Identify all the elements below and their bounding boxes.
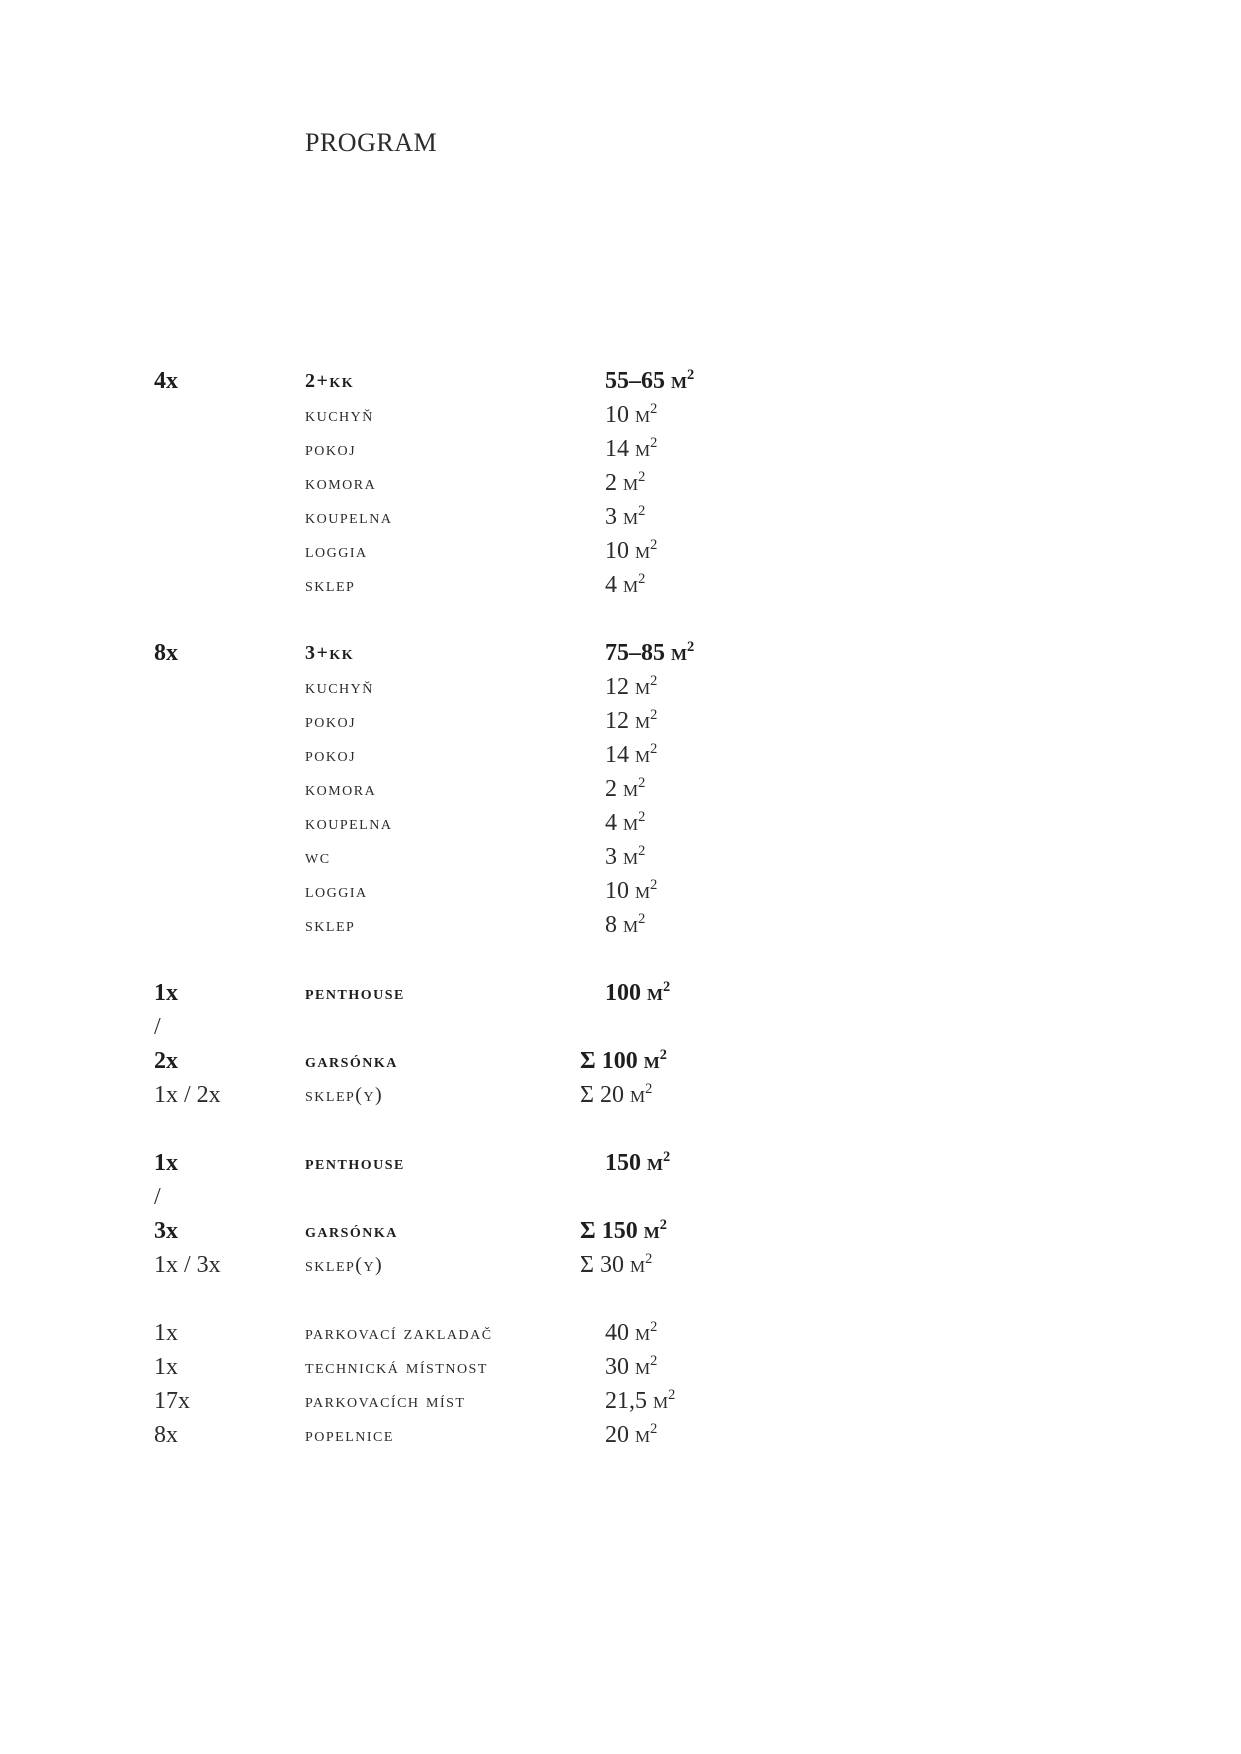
area-cell [605,398,657,432]
area-value: 3 [605,504,617,530]
area-exponent: 2 [663,979,671,995]
quantity-cell: 4x [154,368,178,394]
area-unit: m [635,708,651,734]
area-exponent: 2 [650,1353,658,1369]
room-name-cell: pokoj [305,744,357,766]
program-heading-row [0,1214,1241,1248]
area-unit: m [647,980,664,1006]
area-value: 21,5 [605,1388,647,1414]
room-name-cell: koupelna [305,506,393,528]
area-unit: m [623,470,639,496]
area-exponent: 2 [650,1319,658,1335]
area-value: 150 [601,1218,638,1244]
area-unit: m [635,1354,651,1380]
area-value: 3 [605,844,617,870]
area-unit: m [635,674,651,700]
program-row [0,806,1241,840]
area-cell [605,1418,657,1452]
area-value: 2 [605,470,617,496]
area-cell [605,466,645,500]
program-row [0,1180,1241,1214]
area-unit: m [635,878,651,904]
room-name-cell: wc [305,846,331,868]
quantity-cell: 8x [154,640,178,666]
area-exponent: 2 [650,673,658,689]
quantity-cell: 1x [154,980,178,1006]
area-cell [605,1316,657,1350]
room-name-cell: pokoj [305,710,357,732]
area-cell [605,840,645,874]
room-name-cell: loggia [305,880,368,902]
room-name-cell: sklep(y) [305,1084,384,1106]
area-exponent: 2 [645,1251,653,1267]
room-name-cell: komora [305,778,377,800]
area-unit: m [623,844,639,870]
area-exponent: 2 [650,877,658,893]
area-cell [605,738,657,772]
quantity-cell: / [154,1184,161,1210]
area-exponent: 2 [659,1217,667,1233]
area-unit: m [643,1048,660,1074]
program-row [0,1350,1241,1384]
area-value: 14 [605,742,629,768]
program-row [0,1384,1241,1418]
area-exponent: 2 [650,1421,658,1437]
area-cell [605,874,657,908]
area-cell [605,500,645,534]
program-row [0,398,1241,432]
area-cell [605,670,657,704]
area-value: 55–65 [605,368,665,394]
room-name-cell: parkovací zakladač [305,1322,493,1344]
room-name-cell: garsónka [305,1050,398,1072]
area-cell [580,1214,667,1248]
area-cell [605,1146,670,1180]
room-name-cell: technická místnost [305,1356,488,1378]
area-exponent: 2 [638,469,646,485]
area-cell [605,364,694,398]
area-value: 20 [599,1082,624,1108]
area-exponent: 2 [650,537,658,553]
area-unit: m [635,538,651,564]
program-row [0,670,1241,704]
area-value: 8 [605,912,617,938]
room-name-cell: kuchyň [305,676,374,698]
area-unit: m [629,1252,646,1278]
area-exponent: 2 [638,911,646,927]
area-cell [605,908,645,942]
area-cell [605,772,645,806]
program-row [0,1316,1241,1350]
area-value: 14 [605,436,629,462]
quantity-cell: 1x [154,1354,178,1380]
quantity-cell: 1x / 2x [154,1082,221,1108]
area-value: 100 [601,1048,638,1074]
program-heading-row [0,364,1241,398]
program-row [0,432,1241,466]
area-exponent: 2 [650,435,658,451]
room-name-cell: penthouse [305,1152,405,1174]
program-row [0,1078,1241,1112]
program-row [0,1418,1241,1452]
area-value: 10 [605,878,629,904]
area-value: 100 [605,980,641,1006]
room-name-cell: pokoj [305,438,357,460]
program-row [0,704,1241,738]
program-heading-row [0,1146,1241,1180]
area-unit: m [635,436,651,462]
area-exponent: 2 [638,503,646,519]
area-unit: m [643,1218,660,1244]
room-name-cell: sklep [305,574,356,596]
area-unit: m [653,1388,669,1414]
program-row [0,500,1241,534]
area-value: 20 [605,1422,629,1448]
area-exponent: 2 [668,1387,676,1403]
area-exponent: 2 [663,1149,671,1165]
program-row [0,738,1241,772]
room-name-cell: koupelna [305,812,393,834]
quantity-cell: 3x [154,1218,178,1244]
quantity-cell: 1x [154,1320,178,1346]
area-unit: m [635,1422,651,1448]
area-cell [605,432,657,466]
area-value: 12 [605,708,629,734]
quantity-cell: 8x [154,1422,178,1448]
area-value: 10 [605,402,629,428]
area-value: 75–85 [605,640,665,666]
area-unit: m [623,572,639,598]
program-row [0,466,1241,500]
area-cell [580,1078,652,1112]
room-name-cell: loggia [305,540,368,562]
area-cell [605,534,657,568]
area-exponent: 2 [659,1047,667,1063]
area-value: 150 [605,1150,641,1176]
room-name-cell: 2+kk [305,370,355,392]
program-row [0,1248,1241,1282]
area-cell [580,1044,667,1078]
area-exponent: 2 [638,843,646,859]
room-name-cell: parkovacích míst [305,1390,466,1412]
area-exponent: 2 [638,809,646,825]
area-cell [605,704,657,738]
area-unit: m [671,368,688,394]
area-cell [605,636,694,670]
area-cell [605,1384,675,1418]
area-cell [580,1248,652,1282]
room-name-cell: kuchyň [305,404,374,426]
area-unit: m [635,402,651,428]
program-row [0,1010,1241,1044]
quantity-cell: / [154,1014,161,1040]
area-value: 4 [605,810,617,836]
program-row [0,840,1241,874]
area-unit: m [623,776,639,802]
program-heading-row [0,1044,1241,1078]
page-title: PROGRAM [305,128,438,157]
area-unit: m [629,1082,646,1108]
area-value: 10 [605,538,629,564]
area-value: 12 [605,674,629,700]
sum-sign: Σ [580,1218,596,1244]
quantity-cell: 1x [154,1150,178,1176]
area-unit: m [623,810,639,836]
quantity-cell: 17x [154,1388,190,1414]
program-row [0,908,1241,942]
area-value: 30 [599,1252,624,1278]
room-name-cell: 3+kk [305,642,355,664]
area-exponent: 2 [687,367,695,383]
program-row [0,534,1241,568]
room-name-cell: sklep [305,914,356,936]
area-exponent: 2 [687,639,695,655]
area-value: 40 [605,1320,629,1346]
area-unit: m [623,912,639,938]
program-heading-row [0,636,1241,670]
area-exponent: 2 [638,775,646,791]
room-name-cell: garsónka [305,1220,398,1242]
area-unit: m [647,1150,664,1176]
sum-sign: Σ [580,1252,594,1278]
area-unit: m [635,1320,651,1346]
area-exponent: 2 [650,401,658,417]
area-exponent: 2 [645,1081,653,1097]
program-row [0,772,1241,806]
room-name-cell: popelnice [305,1424,394,1446]
quantity-cell: 2x [154,1048,178,1074]
area-value: 2 [605,776,617,802]
area-cell [605,806,645,840]
program-row [0,568,1241,602]
area-exponent: 2 [638,571,646,587]
program-heading-row [0,976,1241,1010]
sum-sign: Σ [580,1048,596,1074]
area-cell [605,568,645,602]
program-row [0,874,1241,908]
area-cell [605,1350,657,1384]
area-exponent: 2 [650,741,658,757]
area-cell [605,976,670,1010]
sum-sign: Σ [580,1082,594,1108]
area-value: 30 [605,1354,629,1380]
area-unit: m [623,504,639,530]
area-value: 4 [605,572,617,598]
room-name-cell: sklep(y) [305,1254,384,1276]
area-unit: m [671,640,688,666]
area-unit: m [635,742,651,768]
quantity-cell: 1x / 3x [154,1252,221,1278]
room-name-cell: penthouse [305,982,405,1004]
area-exponent: 2 [650,707,658,723]
room-name-cell: komora [305,472,377,494]
